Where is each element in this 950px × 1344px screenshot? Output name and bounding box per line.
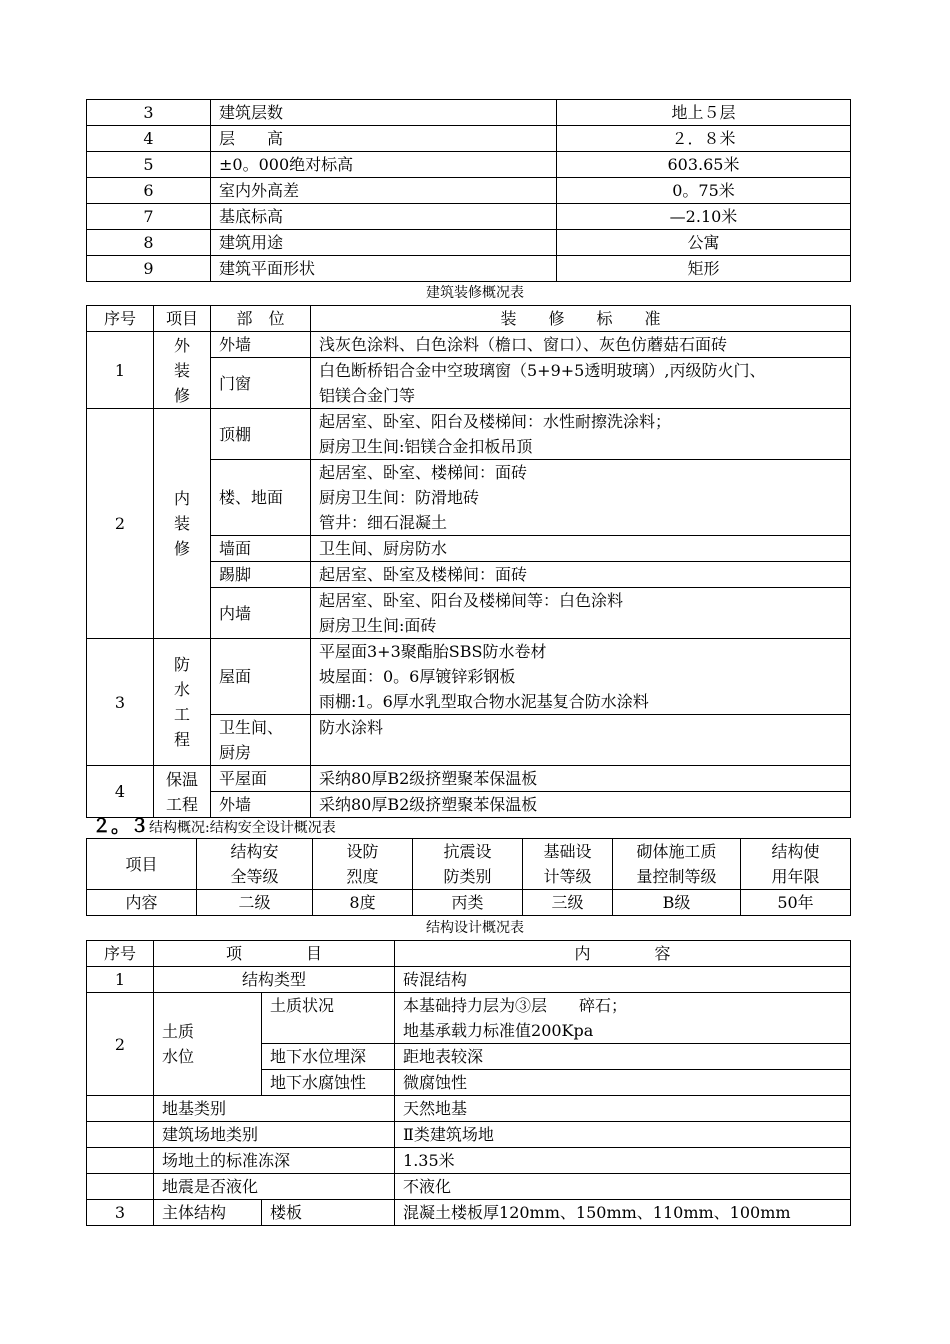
safety-value-cell: 二级 — [197, 890, 313, 916]
row-no: 3 — [87, 100, 211, 126]
row-no: 4 — [87, 126, 211, 152]
group-no: 3 — [87, 639, 154, 766]
row-no: 2 — [87, 993, 154, 1096]
part-cell: 平屋面 — [211, 766, 311, 792]
standard-cell: 起居室、卧室、阳台及楼梯间等：白色涂料 厨房卫生间:面砖 — [311, 588, 851, 639]
safety-value-cell: 三级 — [523, 890, 613, 916]
standard-cell: 起居室、卧室、阳台及楼梯间：水性耐擦洗涂料； 厨房卫生间:铝镁合金扣板吊顶 — [311, 409, 851, 460]
group-category: 内 装 修 — [154, 409, 211, 639]
content-cell: 混凝土楼板厚120mm、150mm、110mm、100mm — [395, 1200, 851, 1226]
part-cell: 外墙 — [211, 792, 311, 818]
group-cell: 主体结构 — [154, 1200, 262, 1226]
group-cell: 土质 水位 — [154, 993, 262, 1096]
item-cell: 楼板 — [262, 1200, 395, 1226]
header-item: 项 目 — [154, 941, 395, 967]
row-no: 7 — [87, 204, 211, 230]
content-cell: 微腐蚀性 — [395, 1070, 851, 1096]
row-no — [87, 1174, 154, 1200]
header-item: 项目 — [154, 306, 211, 332]
decoration-table — [86, 305, 851, 818]
content-cell: 距地表较深 — [395, 1044, 851, 1070]
content-cell: Ⅱ类建筑场地 — [395, 1122, 851, 1148]
overview-row — [87, 126, 851, 152]
standard-cell: 起居室、卧室及楼梯间：面砖 — [311, 562, 851, 588]
standard-cell: 采纳80厚B2级挤塑聚苯保温板 — [311, 792, 851, 818]
row-no: 1 — [87, 967, 154, 993]
group-category: 防 水 工 程 — [154, 639, 211, 766]
part-cell: 墙面 — [211, 536, 311, 562]
header-content: 内 容 — [395, 941, 851, 967]
item-cell: 地下水腐蚀性 — [262, 1070, 395, 1096]
item-cell: 地震是否液化 — [154, 1174, 395, 1200]
part-cell: 卫生间、 厨房 — [211, 715, 311, 766]
value-cell: 0。75米 — [557, 178, 851, 204]
item-cell: 建筑平面形状 — [211, 256, 557, 282]
content-cell: 本基础持力层为③层 碎石； 地基承载力标准值200Kpa — [395, 993, 851, 1044]
value-cell: 矩形 — [557, 256, 851, 282]
item-cell: 层 高 — [211, 126, 557, 152]
group-category: 外 装 修 — [154, 332, 211, 409]
value-cell: 地上５层 — [557, 100, 851, 126]
safety-header-cell: 项目 — [87, 839, 197, 890]
overview-row — [87, 100, 851, 126]
row-no — [87, 1148, 154, 1174]
safety-header-cell: 结构安 全等级 — [197, 839, 313, 890]
part-cell: 屋面 — [211, 639, 311, 715]
value-cell: 603.65米 — [557, 152, 851, 178]
content-cell: 砖混结构 — [395, 967, 851, 993]
safety-header-cell: 砌体施工质 量控制等级 — [613, 839, 741, 890]
standard-cell: 防水涂料 — [311, 715, 851, 766]
section-number: ２。３ — [92, 815, 150, 837]
header-no: 序号 — [87, 941, 154, 967]
standard-cell: 白色断桥铝合金中空玻璃窗（5+9+5透明玻璃）,丙级防火门、 铝镁合金门等 — [311, 358, 851, 409]
content-cell: 1.35米 — [395, 1148, 851, 1174]
item-cell: 基底标高 — [211, 204, 557, 230]
row-no — [87, 1096, 154, 1122]
group-no: 2 — [87, 409, 154, 639]
building-overview-table — [86, 99, 851, 282]
section-heading — [92, 815, 336, 839]
safety-header-cell: 设防 烈度 — [313, 839, 413, 890]
part-cell: 内墙 — [211, 588, 311, 639]
item-cell: 建筑场地类别 — [154, 1122, 395, 1148]
overview-row — [87, 230, 851, 256]
row-no: 8 — [87, 230, 211, 256]
structural-design-table — [86, 940, 851, 1226]
item-cell: 建筑用途 — [211, 230, 557, 256]
standard-cell: 平屋面3+3聚酯胎SBS防水卷材 坡屋面：0。6厚镀锌彩钢板 雨棚:1。6厚水乳型取合物水泥基复合防水涂料 — [311, 639, 851, 715]
overview-row — [87, 178, 851, 204]
value-cell: ２．８米 — [557, 126, 851, 152]
standard-cell: 采纳80厚B2级挤塑聚苯保温板 — [311, 766, 851, 792]
value-cell: —2.10米 — [557, 204, 851, 230]
group-no: 4 — [87, 766, 154, 818]
part-cell: 楼、地面 — [211, 460, 311, 536]
header-standard: 装 修 标 准 — [311, 306, 851, 332]
item-cell: 结构类型 — [154, 967, 395, 993]
row-no: 3 — [87, 1200, 154, 1226]
standard-cell: 起居室、卧室、楼梯间：面砖 厨房卫生间：防滑地砖 管井：细石混凝土 — [311, 460, 851, 536]
item-cell: 地基类别 — [154, 1096, 395, 1122]
row-no — [87, 1122, 154, 1148]
safety-header-cell: 结构使 用年限 — [741, 839, 851, 890]
group-no: 1 — [87, 332, 154, 409]
item-cell: 地下水位埋深 — [262, 1044, 395, 1070]
safety-value-cell: 50年 — [741, 890, 851, 916]
design-table-caption: 结构设计概况表 — [426, 920, 524, 936]
structural-safety-table — [86, 838, 851, 916]
standard-cell: 浅灰色涂料、白色涂料（檐口、窗口）、灰色仿蘑菇石面砖 — [311, 332, 851, 358]
safety-header-cell: 基础设 计等级 — [523, 839, 613, 890]
part-cell: 踢脚 — [211, 562, 311, 588]
row-no: 9 — [87, 256, 211, 282]
item-cell: 建筑层数 — [211, 100, 557, 126]
item-cell: ±0。000绝对标高 — [211, 152, 557, 178]
row-no: 6 — [87, 178, 211, 204]
section-title: 结构概况:结构安全设计概况表 — [149, 820, 336, 836]
part-cell: 门窗 — [211, 358, 311, 409]
value-cell: 公寓 — [557, 230, 851, 256]
safety-value-cell: 内容 — [87, 890, 197, 916]
decoration-table-caption: 建筑装修概况表 — [426, 285, 524, 301]
row-no: 5 — [87, 152, 211, 178]
safety-value-cell: 丙类 — [413, 890, 523, 916]
item-cell: 土质状况 — [262, 993, 395, 1044]
part-cell: 外墙 — [211, 332, 311, 358]
content-cell: 天然地基 — [395, 1096, 851, 1122]
item-cell: 场地土的标准冻深 — [154, 1148, 395, 1174]
header-part: 部 位 — [211, 306, 311, 332]
part-cell: 顶棚 — [211, 409, 311, 460]
header-no: 序号 — [87, 306, 154, 332]
item-cell: 室内外高差 — [211, 178, 557, 204]
group-category: 保温 工程 — [154, 766, 211, 818]
safety-value-cell: B级 — [613, 890, 741, 916]
safety-header-cell: 抗震设 防类别 — [413, 839, 523, 890]
overview-row — [87, 152, 851, 178]
content-cell: 不液化 — [395, 1174, 851, 1200]
overview-row — [87, 204, 851, 230]
standard-cell: 卫生间、厨房防水 — [311, 536, 851, 562]
safety-value-cell: 8度 — [313, 890, 413, 916]
overview-row — [87, 256, 851, 282]
